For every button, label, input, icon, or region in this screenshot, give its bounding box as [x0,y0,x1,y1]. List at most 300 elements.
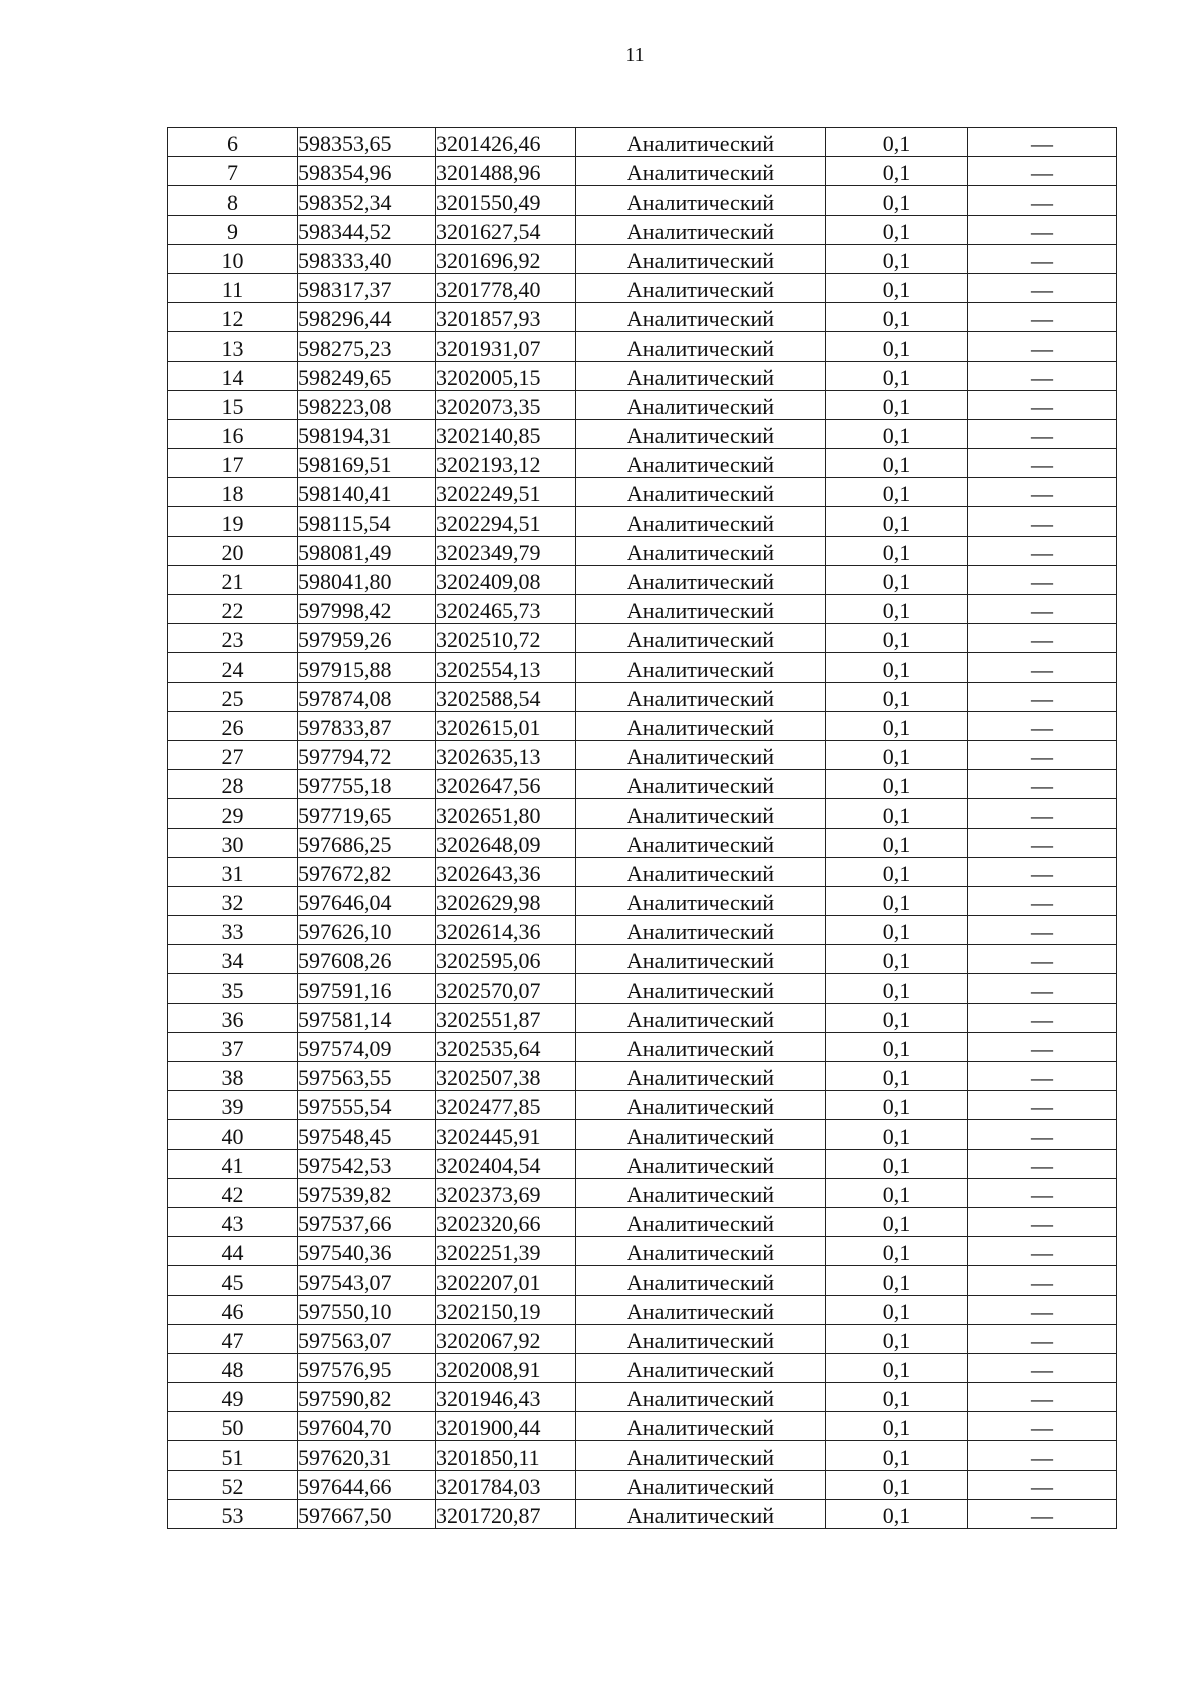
table-row [168,1470,1117,1499]
point-number-cell: 51 [168,1441,298,1470]
accuracy-cell: 0,1 [826,770,968,799]
accuracy-cell: 0,1 [826,419,968,448]
method-cell: Аналитический [576,653,826,682]
table-row [168,1237,1117,1266]
description-cell: — [968,799,1117,828]
coordinates-table-body [168,128,1117,1529]
x-coordinate-cell: 597540,36 [298,1237,436,1266]
method-cell: Аналитический [576,157,826,186]
point-number-cell: 35 [168,974,298,1003]
x-coordinate-cell: 597833,87 [298,711,436,740]
accuracy-cell: 0,1 [826,1120,968,1149]
method-cell: Аналитический [576,1441,826,1470]
method-cell: Аналитический [576,215,826,244]
table-row [168,332,1117,361]
table-row [168,1207,1117,1236]
point-number-cell: 20 [168,536,298,565]
point-number-cell: 32 [168,886,298,915]
y-coordinate-cell: 3202073,35 [436,390,576,419]
accuracy-cell: 0,1 [826,1441,968,1470]
x-coordinate-cell: 597548,45 [298,1120,436,1149]
description-cell: — [968,157,1117,186]
accuracy-cell: 0,1 [826,1295,968,1324]
method-cell: Аналитический [576,595,826,624]
point-number-cell: 40 [168,1120,298,1149]
method-cell: Аналитический [576,273,826,302]
accuracy-cell: 0,1 [826,244,968,273]
method-cell: Аналитический [576,536,826,565]
method-cell: Аналитический [576,974,826,1003]
y-coordinate-cell: 3202251,39 [436,1237,576,1266]
x-coordinate-cell: 597604,70 [298,1412,436,1441]
x-coordinate-cell: 597719,65 [298,799,436,828]
y-coordinate-cell: 3201426,46 [436,128,576,157]
accuracy-cell: 0,1 [826,361,968,390]
y-coordinate-cell: 3202647,56 [436,770,576,799]
x-coordinate-cell: 598115,54 [298,507,436,536]
point-number-cell: 52 [168,1470,298,1499]
table-row [168,1383,1117,1412]
point-number-cell: 9 [168,215,298,244]
accuracy-cell: 0,1 [826,1207,968,1236]
point-number-cell: 19 [168,507,298,536]
accuracy-cell: 0,1 [826,1178,968,1207]
table-row [168,1178,1117,1207]
y-coordinate-cell: 3202614,36 [436,916,576,945]
y-coordinate-cell: 3201778,40 [436,273,576,302]
method-cell: Аналитический [576,478,826,507]
point-number-cell: 8 [168,186,298,215]
x-coordinate-cell: 598296,44 [298,303,436,332]
point-number-cell: 43 [168,1207,298,1236]
description-cell: — [968,1383,1117,1412]
method-cell: Аналитический [576,1003,826,1032]
accuracy-cell: 0,1 [826,1062,968,1091]
point-number-cell: 31 [168,857,298,886]
description-cell: — [968,828,1117,857]
x-coordinate-cell: 597794,72 [298,740,436,769]
point-number-cell: 47 [168,1324,298,1353]
accuracy-cell: 0,1 [826,536,968,565]
description-cell: — [968,390,1117,419]
table-row [168,653,1117,682]
accuracy-cell: 0,1 [826,1383,968,1412]
accuracy-cell: 0,1 [826,565,968,594]
method-cell: Аналитический [576,244,826,273]
y-coordinate-cell: 3201784,03 [436,1470,576,1499]
accuracy-cell: 0,1 [826,1003,968,1032]
method-cell: Аналитический [576,361,826,390]
description-cell: — [968,1149,1117,1178]
point-number-cell: 45 [168,1266,298,1295]
method-cell: Аналитический [576,1353,826,1382]
method-cell: Аналитический [576,1120,826,1149]
point-number-cell: 37 [168,1032,298,1061]
description-cell: — [968,1178,1117,1207]
point-number-cell: 49 [168,1383,298,1412]
description-cell: — [968,945,1117,974]
x-coordinate-cell: 597574,09 [298,1032,436,1061]
point-number-cell: 36 [168,1003,298,1032]
table-row [168,186,1117,215]
x-coordinate-cell: 597672,82 [298,857,436,886]
accuracy-cell: 0,1 [826,273,968,302]
accuracy-cell: 0,1 [826,157,968,186]
point-number-cell: 11 [168,273,298,302]
point-number-cell: 29 [168,799,298,828]
y-coordinate-cell: 3201900,44 [436,1412,576,1441]
y-coordinate-cell: 3202588,54 [436,682,576,711]
description-cell: — [968,916,1117,945]
point-number-cell: 23 [168,624,298,653]
x-coordinate-cell: 598249,65 [298,361,436,390]
method-cell: Аналитический [576,507,826,536]
table-row [168,945,1117,974]
description-cell: — [968,244,1117,273]
accuracy-cell: 0,1 [826,1470,968,1499]
accuracy-cell: 0,1 [826,1412,968,1441]
method-cell: Аналитический [576,1324,826,1353]
y-coordinate-cell: 3201857,93 [436,303,576,332]
y-coordinate-cell: 3202373,69 [436,1178,576,1207]
table-row [168,303,1117,332]
point-number-cell: 15 [168,390,298,419]
y-coordinate-cell: 3202507,38 [436,1062,576,1091]
method-cell: Аналитический [576,1383,826,1412]
description-cell: — [968,332,1117,361]
method-cell: Аналитический [576,1237,826,1266]
description-cell: — [968,1470,1117,1499]
table-row [168,857,1117,886]
accuracy-cell: 0,1 [826,186,968,215]
description-cell: — [968,419,1117,448]
accuracy-cell: 0,1 [826,303,968,332]
x-coordinate-cell: 598354,96 [298,157,436,186]
description-cell: — [968,273,1117,302]
table-row [168,390,1117,419]
table-row [168,215,1117,244]
y-coordinate-cell: 3202615,01 [436,711,576,740]
x-coordinate-cell: 598194,31 [298,419,436,448]
accuracy-cell: 0,1 [826,1237,968,1266]
method-cell: Аналитический [576,1062,826,1091]
accuracy-cell: 0,1 [826,128,968,157]
y-coordinate-cell: 3202629,98 [436,886,576,915]
description-cell: — [968,624,1117,653]
point-number-cell: 21 [168,565,298,594]
y-coordinate-cell: 3202643,36 [436,857,576,886]
table-row [168,361,1117,390]
x-coordinate-cell: 597644,66 [298,1470,436,1499]
accuracy-cell: 0,1 [826,828,968,857]
y-coordinate-cell: 3202510,72 [436,624,576,653]
x-coordinate-cell: 597626,10 [298,916,436,945]
x-coordinate-cell: 597646,04 [298,886,436,915]
y-coordinate-cell: 3202409,08 [436,565,576,594]
y-coordinate-cell: 3202008,91 [436,1353,576,1382]
x-coordinate-cell: 597591,16 [298,974,436,1003]
y-coordinate-cell: 3201720,87 [436,1499,576,1528]
point-number-cell: 25 [168,682,298,711]
table-row [168,624,1117,653]
accuracy-cell: 0,1 [826,740,968,769]
point-number-cell: 41 [168,1149,298,1178]
accuracy-cell: 0,1 [826,1324,968,1353]
description-cell: — [968,478,1117,507]
point-number-cell: 38 [168,1062,298,1091]
point-number-cell: 39 [168,1091,298,1120]
description-cell: — [968,186,1117,215]
description-cell: — [968,974,1117,1003]
point-number-cell: 33 [168,916,298,945]
x-coordinate-cell: 597537,66 [298,1207,436,1236]
table-row [168,740,1117,769]
x-coordinate-cell: 597620,31 [298,1441,436,1470]
accuracy-cell: 0,1 [826,595,968,624]
table-row [168,1032,1117,1061]
point-number-cell: 16 [168,419,298,448]
table-row [168,1295,1117,1324]
y-coordinate-cell: 3202477,85 [436,1091,576,1120]
x-coordinate-cell: 597576,95 [298,1353,436,1382]
accuracy-cell: 0,1 [826,1266,968,1295]
x-coordinate-cell: 597915,88 [298,653,436,682]
accuracy-cell: 0,1 [826,799,968,828]
accuracy-cell: 0,1 [826,507,968,536]
table-row [168,1003,1117,1032]
description-cell: — [968,1441,1117,1470]
table-row [168,157,1117,186]
accuracy-cell: 0,1 [826,857,968,886]
method-cell: Аналитический [576,1295,826,1324]
method-cell: Аналитический [576,1266,826,1295]
y-coordinate-cell: 3202465,73 [436,595,576,624]
y-coordinate-cell: 3201696,92 [436,244,576,273]
y-coordinate-cell: 3201488,96 [436,157,576,186]
x-coordinate-cell: 598169,51 [298,449,436,478]
x-coordinate-cell: 598353,65 [298,128,436,157]
method-cell: Аналитический [576,1470,826,1499]
point-number-cell: 6 [168,128,298,157]
method-cell: Аналитический [576,1149,826,1178]
point-number-cell: 14 [168,361,298,390]
table-row [168,478,1117,507]
description-cell: — [968,711,1117,740]
method-cell: Аналитический [576,1091,826,1120]
method-cell: Аналитический [576,303,826,332]
point-number-cell: 34 [168,945,298,974]
method-cell: Аналитический [576,711,826,740]
table-row [168,682,1117,711]
point-number-cell: 42 [168,1178,298,1207]
y-coordinate-cell: 3202551,87 [436,1003,576,1032]
y-coordinate-cell: 3202445,91 [436,1120,576,1149]
table-row [168,1091,1117,1120]
x-coordinate-cell: 597998,42 [298,595,436,624]
description-cell: — [968,128,1117,157]
x-coordinate-cell: 598275,23 [298,332,436,361]
y-coordinate-cell: 3202249,51 [436,478,576,507]
method-cell: Аналитический [576,916,826,945]
point-number-cell: 46 [168,1295,298,1324]
description-cell: — [968,740,1117,769]
x-coordinate-cell: 597563,55 [298,1062,436,1091]
y-coordinate-cell: 3202595,06 [436,945,576,974]
y-coordinate-cell: 3202207,01 [436,1266,576,1295]
accuracy-cell: 0,1 [826,1499,968,1528]
x-coordinate-cell: 597608,26 [298,945,436,974]
table-row [168,1062,1117,1091]
y-coordinate-cell: 3202651,80 [436,799,576,828]
point-number-cell: 53 [168,1499,298,1528]
y-coordinate-cell: 3202570,07 [436,974,576,1003]
x-coordinate-cell: 597539,82 [298,1178,436,1207]
description-cell: — [968,303,1117,332]
point-number-cell: 30 [168,828,298,857]
table-row [168,1324,1117,1353]
accuracy-cell: 0,1 [826,624,968,653]
y-coordinate-cell: 3202005,15 [436,361,576,390]
method-cell: Аналитический [576,740,826,769]
table-row [168,711,1117,740]
x-coordinate-cell: 597874,08 [298,682,436,711]
description-cell: — [968,1032,1117,1061]
point-number-cell: 10 [168,244,298,273]
method-cell: Аналитический [576,624,826,653]
description-cell: — [968,653,1117,682]
x-coordinate-cell: 597667,50 [298,1499,436,1528]
method-cell: Аналитический [576,945,826,974]
table-row [168,273,1117,302]
description-cell: — [968,507,1117,536]
accuracy-cell: 0,1 [826,945,968,974]
table-row [168,1412,1117,1441]
table-row [168,974,1117,1003]
y-coordinate-cell: 3202554,13 [436,653,576,682]
method-cell: Аналитический [576,1412,826,1441]
method-cell: Аналитический [576,770,826,799]
point-number-cell: 27 [168,740,298,769]
description-cell: — [968,536,1117,565]
table-row [168,419,1117,448]
x-coordinate-cell: 597563,07 [298,1324,436,1353]
point-number-cell: 12 [168,303,298,332]
table-row [168,1149,1117,1178]
description-cell: — [968,449,1117,478]
table-row [168,244,1117,273]
method-cell: Аналитический [576,1207,826,1236]
description-cell: — [968,595,1117,624]
method-cell: Аналитический [576,886,826,915]
point-number-cell: 13 [168,332,298,361]
table-row [168,886,1117,915]
method-cell: Аналитический [576,332,826,361]
method-cell: Аналитический [576,565,826,594]
table-row [168,1266,1117,1295]
table-row [168,1499,1117,1528]
y-coordinate-cell: 3202140,85 [436,419,576,448]
y-coordinate-cell: 3201931,07 [436,332,576,361]
description-cell: — [968,1266,1117,1295]
x-coordinate-cell: 598223,08 [298,390,436,419]
y-coordinate-cell: 3201627,54 [436,215,576,244]
y-coordinate-cell: 3202294,51 [436,507,576,536]
x-coordinate-cell: 597550,10 [298,1295,436,1324]
y-coordinate-cell: 3202404,54 [436,1149,576,1178]
description-cell: — [968,1003,1117,1032]
point-number-cell: 50 [168,1412,298,1441]
method-cell: Аналитический [576,1032,826,1061]
accuracy-cell: 0,1 [826,1149,968,1178]
x-coordinate-cell: 597555,54 [298,1091,436,1120]
y-coordinate-cell: 3202635,13 [436,740,576,769]
method-cell: Аналитический [576,186,826,215]
accuracy-cell: 0,1 [826,1353,968,1382]
accuracy-cell: 0,1 [826,390,968,419]
page-number: 11 [625,44,645,66]
description-cell: — [968,1324,1117,1353]
method-cell: Аналитический [576,419,826,448]
accuracy-cell: 0,1 [826,653,968,682]
table-row [168,799,1117,828]
x-coordinate-cell: 597581,14 [298,1003,436,1032]
method-cell: Аналитический [576,390,826,419]
description-cell: — [968,1207,1117,1236]
x-coordinate-cell: 597590,82 [298,1383,436,1412]
x-coordinate-cell: 598041,80 [298,565,436,594]
point-number-cell: 44 [168,1237,298,1266]
point-number-cell: 22 [168,595,298,624]
y-coordinate-cell: 3202648,09 [436,828,576,857]
accuracy-cell: 0,1 [826,974,968,1003]
point-number-cell: 17 [168,449,298,478]
x-coordinate-cell: 598333,40 [298,244,436,273]
point-number-cell: 26 [168,711,298,740]
accuracy-cell: 0,1 [826,682,968,711]
accuracy-cell: 0,1 [826,1091,968,1120]
table-row [168,595,1117,624]
x-coordinate-cell: 597959,26 [298,624,436,653]
description-cell: — [968,1295,1117,1324]
accuracy-cell: 0,1 [826,1032,968,1061]
method-cell: Аналитический [576,449,826,478]
table-row [168,770,1117,799]
description-cell: — [968,1120,1117,1149]
y-coordinate-cell: 3202193,12 [436,449,576,478]
coordinates-table [167,127,1117,1529]
description-cell: — [968,1091,1117,1120]
x-coordinate-cell: 597542,53 [298,1149,436,1178]
y-coordinate-cell: 3202320,66 [436,1207,576,1236]
table-row [168,916,1117,945]
method-cell: Аналитический [576,828,826,857]
accuracy-cell: 0,1 [826,449,968,478]
point-number-cell: 48 [168,1353,298,1382]
point-number-cell: 18 [168,478,298,507]
description-cell: — [968,1353,1117,1382]
description-cell: — [968,1412,1117,1441]
table-row [168,536,1117,565]
table-row [168,828,1117,857]
table-row [168,449,1117,478]
table-row [168,1441,1117,1470]
table-row [168,128,1117,157]
x-coordinate-cell: 598352,34 [298,186,436,215]
accuracy-cell: 0,1 [826,916,968,945]
y-coordinate-cell: 3202067,92 [436,1324,576,1353]
y-coordinate-cell: 3202349,79 [436,536,576,565]
method-cell: Аналитический [576,1499,826,1528]
